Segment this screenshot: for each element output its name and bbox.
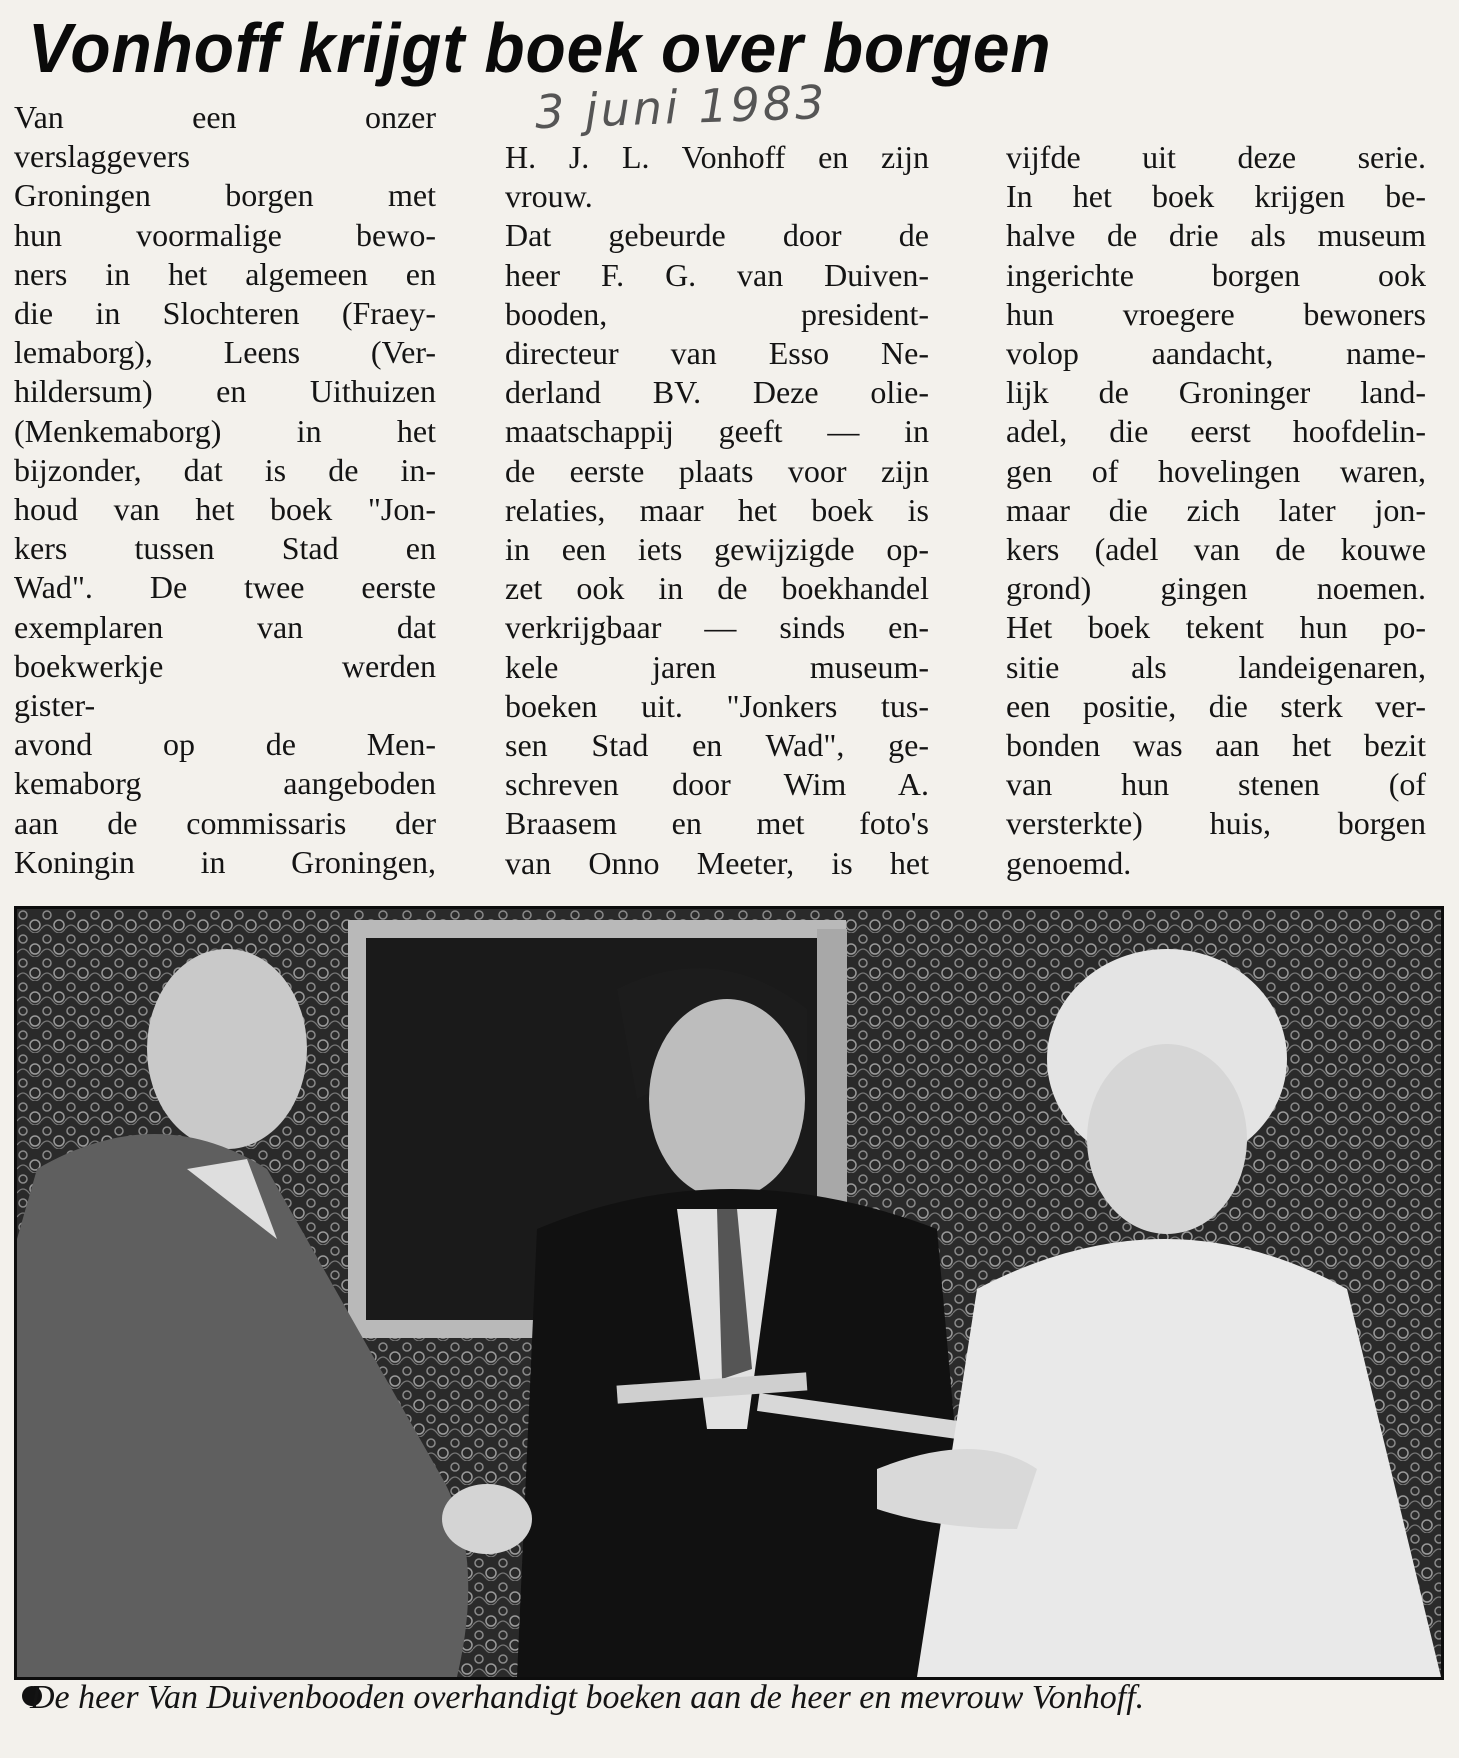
article-line: kers (adel van de kouwe (1006, 531, 1426, 568)
article-line: hun voormalige bewo- (14, 216, 436, 253)
article-line: van Onno Meeter, is het (505, 844, 929, 881)
article-line: boekwerkje werden (14, 647, 436, 684)
article-line: verkrijgbaar — sinds en- (505, 609, 929, 646)
article-line: in een iets gewijzigde op- (505, 531, 929, 568)
article-column-1 (14, 98, 436, 882)
article-line: gen of hovelingen waren, (1006, 452, 1426, 489)
article-line: van hun stenen (of (1006, 766, 1426, 803)
article-line: directeur van Esso Ne- (505, 335, 929, 372)
article-line: gister- (14, 687, 96, 724)
headline: Vonhoff krijgt boek over borgen (28, 9, 1052, 87)
article-line: Wad". De twee eerste (14, 569, 436, 606)
byline: Van een onzer (14, 99, 436, 135)
news-photo (14, 906, 1444, 1680)
article-line: derland BV. Deze olie- (505, 374, 929, 411)
article-line: zet ook in de boekhandel (505, 570, 929, 607)
article-line: houd van het boek "Jon- (14, 491, 436, 528)
article-line: grond) gingen noemen. (1006, 570, 1426, 607)
article-line: bonden was aan het bezit (1006, 727, 1426, 764)
article-line: ners in het algemeen en (14, 255, 436, 292)
article-line: hildersum) en Uithuizen (14, 373, 436, 410)
article-line: boeken uit. "Jonkers tus- (505, 687, 929, 724)
article-line: kele jaren museum- (505, 648, 929, 685)
article-line: sen Stad en Wad", ge- (505, 727, 929, 764)
byline: verslaggevers (14, 138, 190, 175)
article-line: lijk de Groninger land- (1006, 374, 1426, 411)
article-line: Groningen borgen met (14, 177, 436, 214)
article-line: adel, die eerst hoofdelin- (1006, 413, 1426, 450)
column-body (505, 138, 929, 883)
article-line: die in Slochteren (Fraey- (14, 295, 436, 332)
article-line: ingerichte borgen ook (1006, 256, 1426, 293)
article-column-3 (1006, 138, 1426, 883)
article-line: volop aandacht, name- (1006, 335, 1426, 372)
article-line: kemaborg aangeboden (14, 765, 436, 802)
article-line: heer F. G. van Duiven- (505, 256, 929, 293)
column-body (1006, 138, 1426, 883)
article-line: vijfde uit deze serie. (1006, 139, 1426, 175)
article-line: Braasem en met foto's (505, 805, 929, 842)
article-line: genoemd. (1006, 844, 1132, 881)
article-line: kers tussen Stad en (14, 530, 436, 567)
handwritten-date: 3 juni 1983 (534, 74, 829, 140)
article-line: sitie als landeigenaren, (1006, 648, 1426, 685)
photo-illustration (17, 909, 1441, 1677)
article-line: aan de commissaris der (14, 804, 436, 841)
article-column-2 (505, 138, 929, 883)
article-line: vrouw. (505, 178, 593, 215)
article-line: Het boek tekent hun po- (1006, 609, 1426, 646)
article-line: (Menkemaborg) in het (14, 412, 436, 449)
photo-caption: De heer Van Duivenbooden overhandigt boeken aan de heer en mevrouw Vonhoff. (30, 1679, 1145, 1716)
article-line: Koningin in Groningen, (14, 843, 436, 880)
article-line: bijzonder, dat is de in- (14, 451, 436, 488)
article-line: relaties, maar het boek is (505, 491, 929, 528)
article-line: versterkte) huis, borgen (1006, 805, 1426, 842)
article-line: een positie, die sterk ver- (1006, 687, 1426, 724)
article-line: lemaborg), Leens (Ver- (14, 334, 436, 371)
article-line: H. J. L. Vonhoff en zijn (505, 139, 929, 175)
article-line: Dat gebeurde door de (505, 217, 929, 254)
article-line: halve de drie als museum (1006, 217, 1426, 254)
article-line: maar die zich later jon- (1006, 491, 1426, 528)
article-line: avond op de Men- (14, 726, 436, 763)
article-line: hun vroegere bewoners (1006, 295, 1426, 332)
column-body (14, 176, 436, 882)
article-line: schreven door Wim A. (505, 766, 929, 803)
article-line: de eerste plaats voor zijn (505, 452, 929, 489)
article-line: maatschappij geeft — in (505, 413, 929, 450)
article-line: In het boek krijgen be- (1006, 178, 1426, 215)
article-line: booden, president- (505, 295, 929, 332)
article-line: exemplaren van dat (14, 608, 436, 645)
